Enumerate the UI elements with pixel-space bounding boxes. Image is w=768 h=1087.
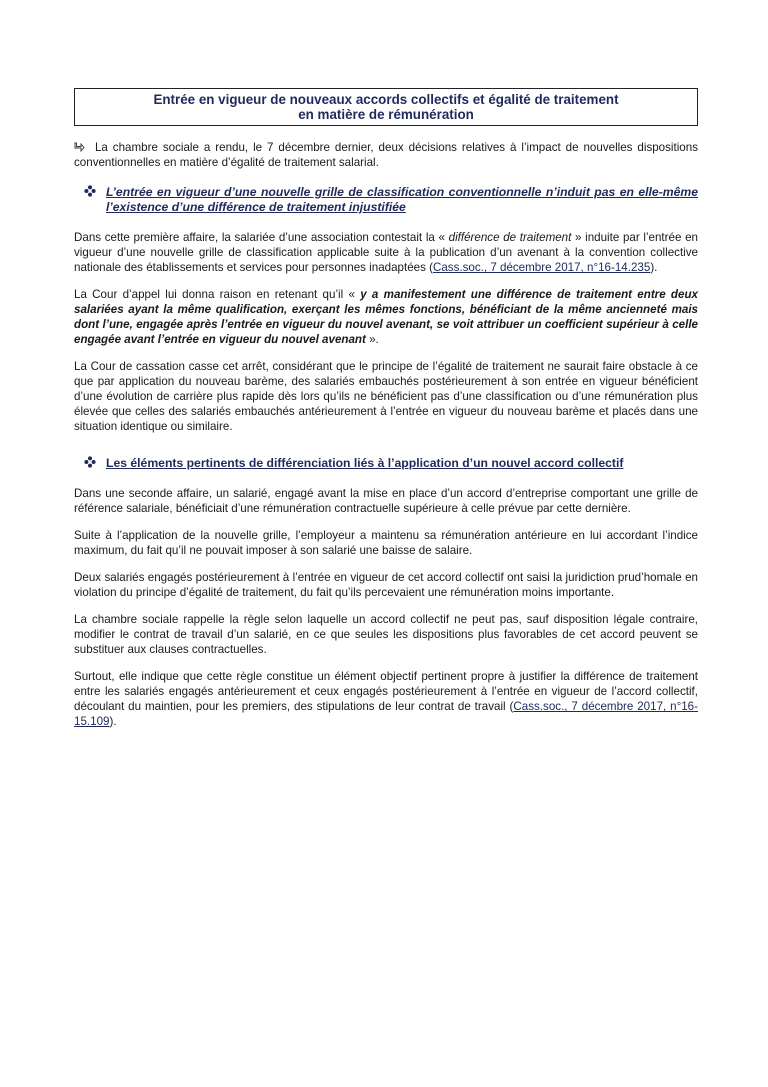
title-box <box>74 88 698 126</box>
document-page <box>74 88 698 729</box>
section1-heading-text: L’entrée en vigueur d’une nouvelle grille de classification conventionnelle n’induit pas en elle-même l’existence d’une différence de traitement injustifiée <box>106 185 698 214</box>
section1-paragraph-1 <box>74 230 698 275</box>
diamond-bullet-icon <box>84 185 106 215</box>
section2-paragraph-2: Suite à l’application de la nouvelle grille, l’employeur a maintenu sa rémunération antérieure en lui accordant l’indice maximum, du fait qu’il ne pouvait imposer à son salarié une baisse de salaire. <box>74 529 698 557</box>
page-title-line1: Entrée en vigueur de nouveaux accords collectifs et égalité de traitement <box>153 92 619 107</box>
case-reference-link-2[interactable]: Cass.soc., 7 décembre 2017, n°16-15.109 <box>74 700 698 728</box>
s2p5-text-b: ). <box>109 715 117 728</box>
section2-paragraph-3: Deux salariés engagés postérieurement à l’entrée en vigueur de cet accord collectif ont saisi la juridiction prud’homale en violation du principe d’égalité de traitement, du fait qu’ils percevaient une rémunération moins importante. <box>74 571 698 599</box>
section2-heading-text: Les éléments pertinents de différenciation liés à l’application d’un nouvel accord collectif <box>106 456 624 470</box>
intro-text: La chambre sociale a rendu, le 7 décembre dernier, deux décisions relatives à l’impact de nouvelles dispositions conventionnelles en matière d’égalité de traitement salarial. <box>74 141 698 169</box>
arrow-right-icon <box>74 141 90 154</box>
s1p1-text-b: » induite par l’entrée en vigueur d’une nouvelle grille de classification applicable suite à la publication d’un avenant à la convention collective nationale des établissements et services pour personnes inadaptées ( <box>74 231 698 274</box>
intro-paragraph <box>74 140 698 170</box>
section1-paragraph-2 <box>74 287 698 347</box>
diamond-bullet-icon <box>84 456 106 471</box>
section2-paragraph-1: Dans une seconde affaire, un salarié, engagé avant la mise en place d’un accord d’entreprise comportant une grille de référence salariale, bénéficiait d’une rémunération contractuelle supérieure à celle prévue par cette dernière. <box>74 487 698 515</box>
section1-paragraph-3: La Cour de cassation casse cet arrêt, considérant que le principe de l’égalité de traitement ne saurait faire obstacle à ce que par application du nouveau barème, des salariés embauchés postérieurement à son entrée en vigueur bénéficient d’une évolution de carrière plus rapide dès lors qu’ils ne bénéficient pas d’une classification ou d’une rémunération plus élevée que celles des salariés embauchés antérieurement à l’entrée en vigueur du nouveau barème et placés dans une situation identique ou similaire. <box>74 360 698 433</box>
s1p1-text-c: ). <box>650 261 658 274</box>
section2-paragraph-4: La chambre sociale rappelle la règle selon laquelle un accord collectif ne peut pas, sauf disposition légale contraire, modifier le contrat de travail d’un salarié, en ce que seules les dispositions plus favorables de cet accord peuvent se substituer aux clauses contractuelles. <box>74 613 698 656</box>
s2p5-text-a: Surtout, elle indique que cette règle constitue un élément objectif pertinent propre à justifier la différence de traitement entre les salariés engagés antérieurement et ceux engagés postérieurement à l’entrée en vigueur de l’accord collectif, découlant du maintien, pour les premiers, des stipulations de leur contrat de travail ( <box>74 670 698 713</box>
s1p2-text-b: ». <box>365 333 379 346</box>
section2-paragraph-5 <box>74 669 698 729</box>
section1-heading <box>84 185 698 215</box>
s1p2-quote: y a manifestement une différence de traitement entre deux salariées ayant la même qualification, exerçant les mêmes fonctions, bénéficiant de la même ancienneté mais dont l’une, engagée après l’entrée en vigueur du nouvel avenant, se voit attribuer un coefficient supérieur à celle engagée avant l’entrée en vigueur du nouvel avenant <box>74 288 698 346</box>
page-title-line2: en matière de rémunération <box>298 107 474 122</box>
s1p2-text-a: La Cour d’appel lui donna raison en retenant qu’il « <box>74 288 361 301</box>
section2-heading <box>84 456 698 471</box>
s1p1-text-a: Dans cette première affaire, la salariée d’une association contestait la « <box>74 231 449 244</box>
case-reference-link-1[interactable]: Cass.soc., 7 décembre 2017, n°16-14.235 <box>432 261 651 274</box>
s1p1-quote: différence de traitement <box>448 231 572 244</box>
